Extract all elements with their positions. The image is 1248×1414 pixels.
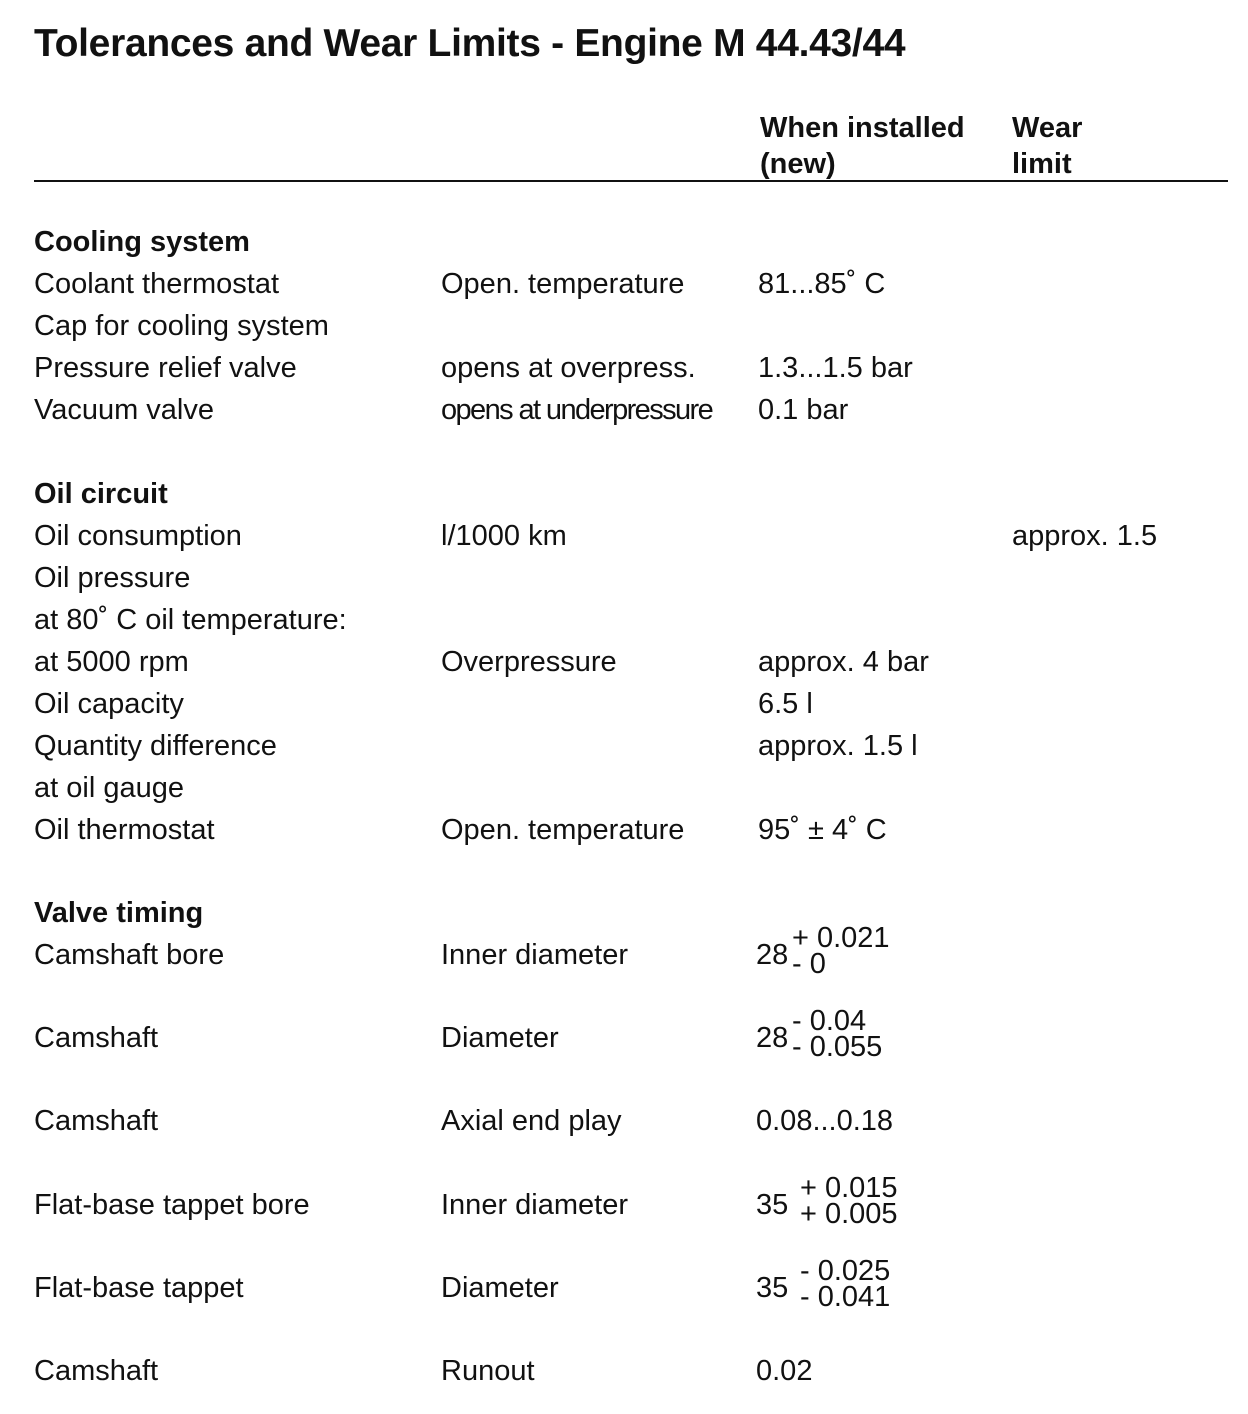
tolerance-lower: - 0	[792, 948, 826, 980]
page-title: Tolerances and Wear Limits - Engine M 44.43/44	[34, 22, 906, 65]
cooling-item: Coolant thermostat	[34, 268, 280, 300]
cooling-installed: 0.1 bar	[758, 394, 849, 426]
oil-installed: 6.5 l	[758, 688, 813, 720]
cooling-item: Pressure relief valve	[34, 352, 297, 384]
oil-installed: approx. 4 bar	[758, 646, 929, 678]
oil-item: Oil consumption	[34, 520, 242, 552]
cooling-installed: 81...85˚ C	[758, 268, 886, 300]
cooling-installed: 1.3...1.5 bar	[758, 352, 913, 384]
section-heading-valve-timing: Valve timing	[34, 897, 204, 929]
column-header-when-installed: When installed (new)	[760, 112, 965, 180]
tolerance-base: 35	[756, 1272, 789, 1304]
column-header-wear-limit: Wear limit	[1012, 112, 1083, 180]
oil-param: Open. temperature	[441, 814, 685, 846]
tolerance-base: 28	[756, 1022, 789, 1054]
oil-item: at 5000 rpm	[34, 646, 189, 678]
valve-param: Axial end play	[441, 1105, 622, 1137]
tolerance-lower: + 0.005	[800, 1198, 898, 1230]
valve-param: Inner diameter	[441, 939, 628, 971]
cooling-item: Cap for cooling system	[34, 310, 329, 342]
tolerance-lower: - 0.055	[792, 1031, 883, 1063]
cooling-param: opens at overpress.	[441, 352, 696, 384]
tolerance-lower: - 0.041	[800, 1281, 891, 1313]
valve-item: Flat-base tappet bore	[34, 1189, 310, 1221]
oil-item: at oil gauge	[34, 772, 184, 804]
tolerance-base: 35	[756, 1189, 789, 1221]
oil-item: Oil capacity	[34, 688, 184, 720]
valve-param: Inner diameter	[441, 1189, 628, 1221]
valve-item: Camshaft	[34, 1022, 159, 1054]
valve-param: Runout	[441, 1355, 535, 1387]
valve-param: Diameter	[441, 1022, 559, 1054]
tolerance-upper: - 0.025	[800, 1255, 891, 1287]
oil-wear-limit: approx. 1.5	[1012, 520, 1158, 552]
oil-param: l/1000 km	[441, 520, 567, 552]
oil-item: at 80˚ C oil temperature:	[34, 604, 347, 636]
tolerance-upper: + 0.021	[792, 922, 890, 954]
oil-item: Oil thermostat	[34, 814, 215, 846]
valve-item: Camshaft	[34, 1105, 159, 1137]
cooling-param: Open. temperature	[441, 268, 685, 300]
header-divider	[34, 180, 1228, 182]
cooling-param: opens at underpressure	[441, 394, 713, 426]
cooling-item: Vacuum valve	[34, 394, 214, 426]
valve-item: Camshaft bore	[34, 939, 225, 971]
valve-param: Diameter	[441, 1272, 559, 1304]
section-heading-cooling: Cooling system	[34, 226, 250, 258]
oil-installed: 95˚ ± 4˚ C	[758, 814, 887, 846]
valve-installed: 0.02	[756, 1355, 813, 1387]
tolerance-upper: - 0.04	[792, 1005, 867, 1037]
tolerance-base: 28	[756, 939, 789, 971]
valve-item: Flat-base tappet	[34, 1272, 244, 1304]
oil-param: Overpressure	[441, 646, 617, 678]
valve-item: Camshaft	[34, 1355, 159, 1387]
section-heading-oil: Oil circuit	[34, 478, 168, 510]
oil-item: Quantity difference	[34, 730, 277, 762]
oil-item: Oil pressure	[34, 562, 191, 594]
valve-installed: 0.08...0.18	[756, 1105, 894, 1137]
oil-installed: approx. 1.5 l	[758, 730, 918, 762]
tolerance-upper: + 0.015	[800, 1172, 898, 1204]
